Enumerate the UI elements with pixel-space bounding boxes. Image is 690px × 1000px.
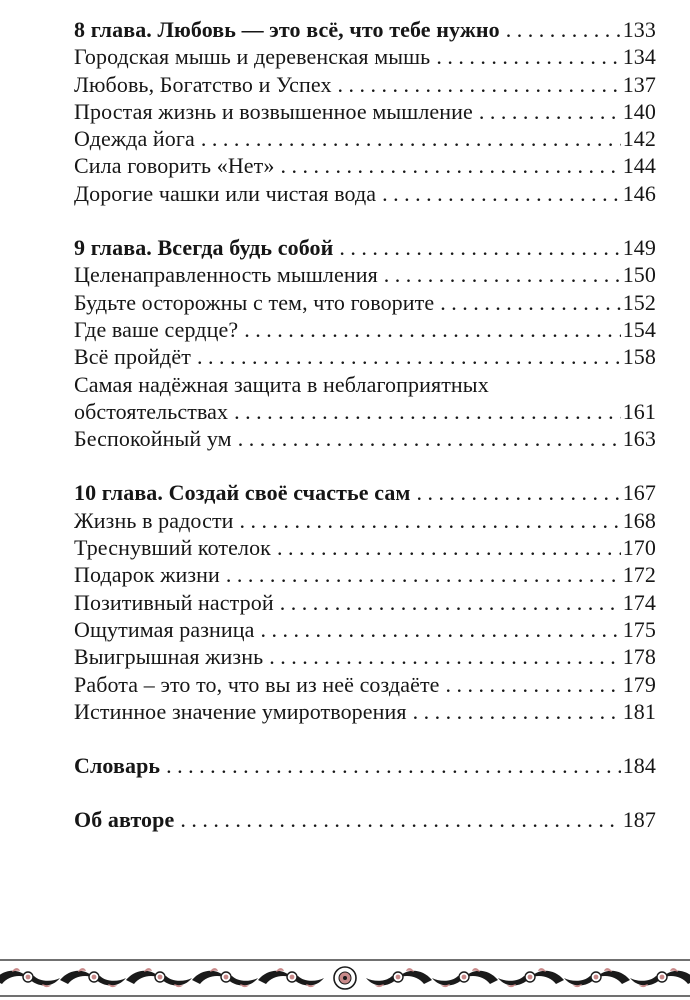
toc-section-glossary xyxy=(74,752,656,779)
dot-leader xyxy=(338,71,621,98)
toc-about-entry[interactable] xyxy=(74,806,656,833)
dot-leader xyxy=(280,589,621,616)
toc-entry-title: Ощутимая разница xyxy=(74,616,255,642)
dot-leader xyxy=(180,806,620,833)
toc-page-number: 168 xyxy=(622,507,656,533)
toc-entry[interactable] xyxy=(74,643,656,670)
toc-entry-title: Подарок жизни xyxy=(74,562,220,588)
toc-entry[interactable] xyxy=(74,43,656,70)
toc-entry[interactable] xyxy=(74,561,656,588)
toc-glossary-entry[interactable] xyxy=(74,752,656,779)
floral-border-ornament xyxy=(0,958,690,1000)
dot-leader xyxy=(446,671,621,698)
toc-page-number: 187 xyxy=(622,807,656,833)
toc-entry-title: Беспокойный ум xyxy=(74,426,232,452)
table-of-contents xyxy=(74,16,656,834)
toc-entry-title: 9 глава. Всегда будь собой xyxy=(74,235,334,261)
toc-page-number: 181 xyxy=(622,698,656,724)
floral-border-icon xyxy=(0,958,690,1000)
toc-page-number: 161 xyxy=(622,398,656,424)
toc-entry-first-line[interactable] xyxy=(74,371,656,398)
toc-page-number: 172 xyxy=(622,562,656,588)
toc-page-number: 140 xyxy=(622,98,656,124)
toc-chapter-heading[interactable] xyxy=(74,234,656,261)
dot-leader xyxy=(238,425,621,452)
toc-entry-title: Об авторе xyxy=(74,807,175,833)
toc-entry[interactable] xyxy=(74,261,656,288)
toc-entry-title: Дорогие чашки или чистая вода xyxy=(74,180,377,206)
dot-leader xyxy=(269,643,620,670)
toc-entry[interactable] xyxy=(74,316,656,343)
toc-entry[interactable] xyxy=(74,343,656,370)
dot-leader xyxy=(382,180,621,207)
toc-entry-title: Жизнь в радости xyxy=(74,507,234,533)
toc-entry-title: Простая жизнь и возвышенное мышление xyxy=(74,98,473,124)
toc-page-number: 178 xyxy=(622,644,656,670)
toc-page-number: 170 xyxy=(622,535,656,561)
toc-entry[interactable] xyxy=(74,152,656,179)
dot-leader xyxy=(277,534,621,561)
toc-entry-title: Выигрышная жизнь xyxy=(74,644,264,670)
toc-entry-title: 8 глава. Любовь — это всё, что тебе нужно xyxy=(74,17,500,42)
toc-entry-title: Треснувший котелок xyxy=(74,535,271,561)
toc-section-chapter-10 xyxy=(74,479,656,725)
dot-leader xyxy=(197,343,621,370)
toc-page-number: 154 xyxy=(622,316,656,342)
toc-page-number: 152 xyxy=(622,289,656,315)
toc-page-number: 158 xyxy=(622,344,656,370)
toc-entry[interactable] xyxy=(74,507,656,534)
toc-entry-title: Словарь xyxy=(74,753,161,779)
toc-entry-title: Одежда йога xyxy=(74,126,195,152)
dot-leader xyxy=(339,234,620,261)
dot-leader xyxy=(166,752,621,779)
toc-page-number: 179 xyxy=(622,671,656,697)
toc-entry-title: Городская мышь и деревенская мышь xyxy=(74,44,431,70)
dot-leader xyxy=(413,698,621,725)
dot-leader xyxy=(440,289,620,316)
toc-section-about xyxy=(74,806,656,833)
toc-entry-title: Работа – это то, что вы из неё создаёте xyxy=(74,671,440,697)
toc-chapter-heading[interactable] xyxy=(74,16,656,43)
toc-chapter-heading[interactable] xyxy=(74,479,656,506)
toc-page-number: 146 xyxy=(622,180,656,206)
toc-entry-title-line: Самая надёжная защита в неблагоприятных xyxy=(74,371,489,397)
toc-entry[interactable] xyxy=(74,180,656,207)
dot-leader xyxy=(226,561,621,588)
dot-leader xyxy=(479,98,621,125)
toc-entry[interactable] xyxy=(74,534,656,561)
toc-entry[interactable] xyxy=(74,589,656,616)
toc-page-number: 184 xyxy=(622,753,656,779)
toc-page-number: 163 xyxy=(622,426,656,452)
dot-leader xyxy=(244,316,620,343)
toc-page-number: 149 xyxy=(622,235,656,261)
toc-entry[interactable] xyxy=(74,289,656,316)
dot-leader xyxy=(506,16,621,43)
toc-entry-title: Позитивный настрой xyxy=(74,589,274,615)
toc-section-chapter-8 xyxy=(74,16,656,207)
toc-entry-title: Любовь, Богатство и Успех xyxy=(74,71,332,97)
toc-page-number: 137 xyxy=(622,71,656,97)
toc-entry[interactable] xyxy=(74,125,656,152)
toc-page-number: 175 xyxy=(622,616,656,642)
toc-section-chapter-9 xyxy=(74,234,656,452)
toc-page-number: 174 xyxy=(622,589,656,615)
dot-leader xyxy=(240,507,621,534)
toc-entry-title: 10 глава. Создай своё счастье сам xyxy=(74,480,411,506)
toc-page-number: 134 xyxy=(622,44,656,70)
toc-entry[interactable] xyxy=(74,425,656,452)
toc-entry[interactable] xyxy=(74,71,656,98)
dot-leader xyxy=(261,616,621,643)
toc-page-number: 144 xyxy=(622,153,656,179)
toc-entry-title: Целенаправленность мышления xyxy=(74,262,378,288)
toc-entry-title: Всё пройдёт xyxy=(74,344,191,370)
toc-entry[interactable] xyxy=(74,671,656,698)
toc-entry-title: обстоятельствах xyxy=(74,398,229,424)
toc-page-number: 142 xyxy=(622,126,656,152)
toc-page-number: 133 xyxy=(622,17,656,42)
toc-entry[interactable] xyxy=(74,616,656,643)
dot-leader xyxy=(436,43,620,70)
dot-leader xyxy=(201,125,621,152)
toc-entry-title: Истинное значение умиротворения xyxy=(74,698,407,724)
toc-entry-title: Где ваше сердце? xyxy=(74,316,239,342)
toc-entry[interactable] xyxy=(74,698,656,725)
dot-leader xyxy=(234,398,621,425)
toc-entry[interactable] xyxy=(74,98,656,125)
toc-entry[interactable] xyxy=(74,398,656,425)
toc-entry-title: Сила говорить «Нет» xyxy=(74,153,275,179)
toc-entry-title: Будьте осторожны с тем, что говорите xyxy=(74,289,435,315)
toc-page-number: 150 xyxy=(622,262,656,288)
dot-leader xyxy=(417,479,621,506)
center-medallion-icon xyxy=(334,967,356,989)
dot-leader xyxy=(384,261,621,288)
dot-leader xyxy=(281,152,621,179)
toc-page-number: 167 xyxy=(622,480,656,506)
